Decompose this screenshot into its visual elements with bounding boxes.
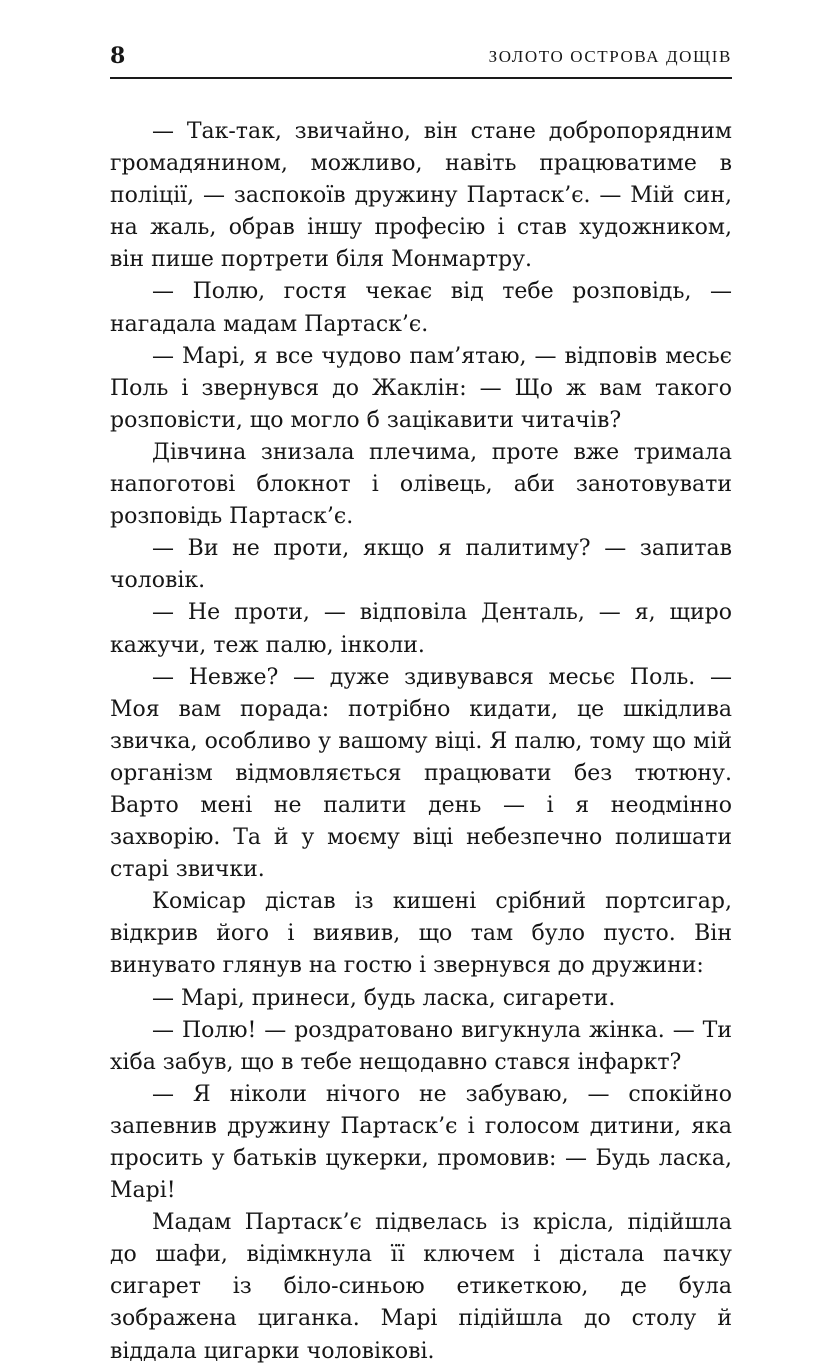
paragraph: — Марі, я все чудово пам’ятаю, — відповів месьє Поль і звернувся до Жаклін: — Що ж вам такого розповісти, що могло б зацікавити читачів? <box>110 343 732 433</box>
paragraph: — Не проти, — відповіла Денталь, — я, щиро кажучи, теж палю, інколи. <box>110 600 732 658</box>
paragraph: — Полю, гостя чекає від тебе розповідь, — нагадала мадам Партаск’є. <box>110 279 732 337</box>
paragraph: — Я ніколи нічого не забуваю, — спокійно запевнив дружину Партаск’є і голосом дитини, яка просить у батьків цукерки, промовив: — Будь ласка, Марі! <box>110 1081 732 1204</box>
paragraph: — Ви не проти, якщо я палитиму? — запитав чоловік. <box>110 536 732 594</box>
running-title: ЗОЛОТО ОСТРОВА ДОЩІВ <box>488 47 732 66</box>
paragraph: — Так-так, звичайно, він стане добропорядним громадянином, можливо, навіть працюватиме в поліції, — заспокоїв дружину Партаск’є. — Мій син, на жаль, обрав іншу професію і став художником, він пише портрети біля Монмартру. <box>110 119 732 273</box>
header-divider <box>110 77 732 79</box>
page-number: 8 <box>110 43 126 69</box>
paragraph: Мадам Партаск’є підвелась із крісла, підійшла до шафи, відімкнула її ключем і дістала пачку сигарет із біло-синьою етикеткою, де була зображена циганка. Марі підійшла до столу й віддала цигарки чоловікові. <box>110 1210 732 1364</box>
page-header <box>110 40 732 76</box>
paragraph: — Невже? — дуже здивувався месьє Поль. — Моя вам порада: потрібно кидати, це шкідлива звичка, особливо у вашому віці. Я палю, тому що мій організм відмовляється працювати без тютюну. Варто мені не палити день — і я неодмінно захворію. Та й у моєму віці небезпечно полишати старі звички. <box>110 664 732 883</box>
paragraph: Дівчина знизала плечима, проте вже тримала напоготові блокнот і олівець, аби занотовувати розповідь Партаск’є. <box>110 439 732 530</box>
body-text <box>110 116 732 1368</box>
paragraph: Комісар дістав із кишені срібний портсигар, відкрив його і виявив, що там було пусто. Він винувато глянув на гостю і звернувся до дружини: <box>110 889 732 979</box>
paragraph: — Полю! — роздратовано вигукнула жінка. — Ти хіба забув, що в тебе нещодавно стався інфаркт? <box>110 1017 732 1075</box>
paragraph: — Марі, принеси, будь ласка, сигарети. <box>152 985 616 1011</box>
